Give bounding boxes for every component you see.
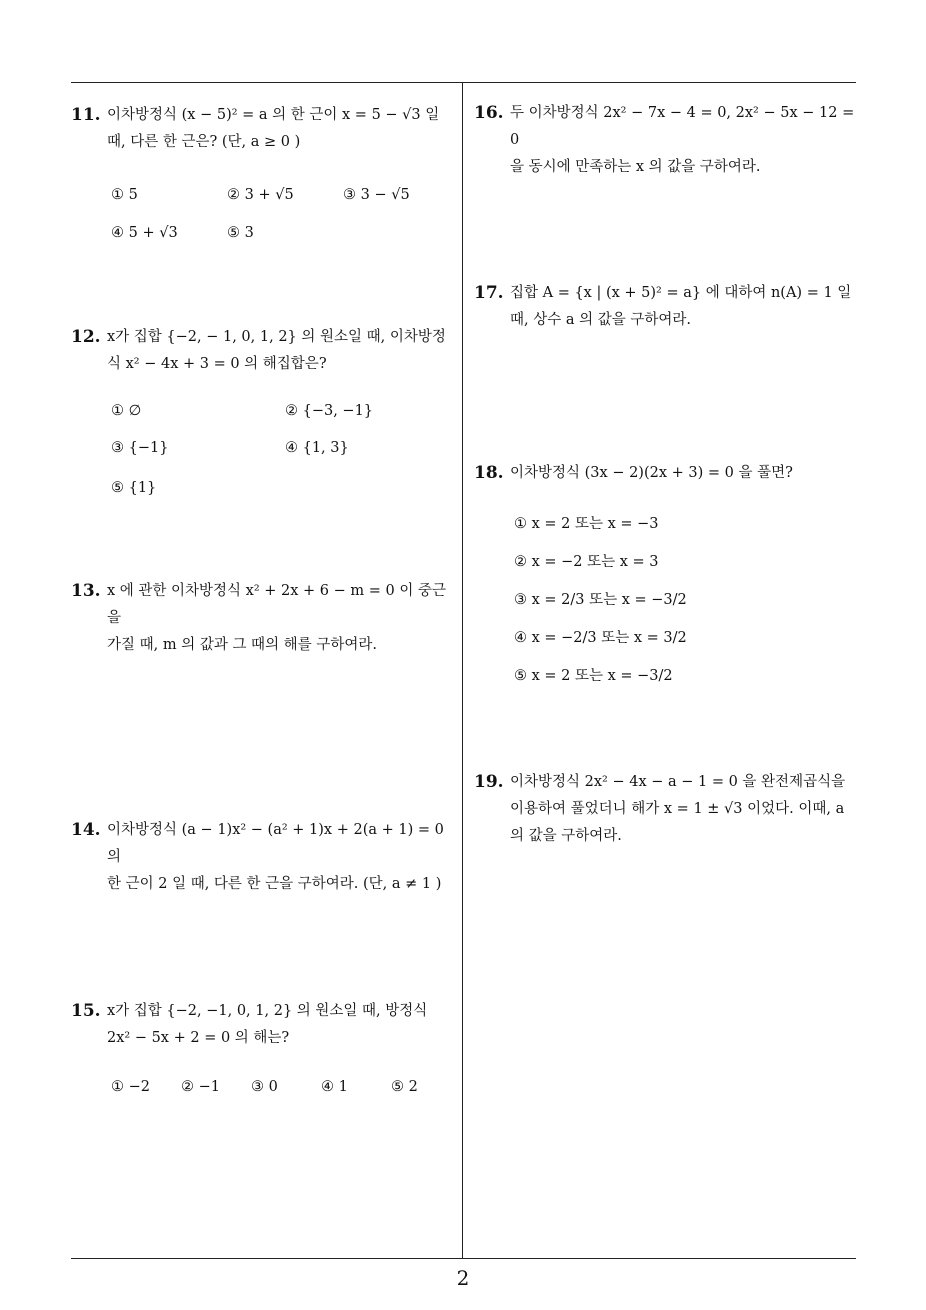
option-5[interactable]: ⑤ {1} bbox=[111, 480, 157, 496]
question-14 bbox=[71, 817, 456, 898]
question-number: 15. bbox=[71, 1001, 101, 1021]
option-4[interactable]: ④ 5 + √3 bbox=[111, 225, 178, 241]
question-line: 의 값을 구하여라. bbox=[510, 828, 622, 844]
option-2[interactable]: ② 3 + √5 bbox=[227, 187, 294, 203]
question-12 bbox=[71, 324, 456, 518]
question-number: 13. bbox=[71, 581, 101, 601]
question-number: 11. bbox=[71, 105, 101, 125]
option-5[interactable]: ⑤ 2 bbox=[391, 1079, 418, 1095]
option-2[interactable]: ② −1 bbox=[181, 1079, 220, 1095]
question-line: 때, 상수 a 의 값을 구하여라. bbox=[510, 312, 691, 328]
question-line: 두 이차방정식 2x² − 7x − 4 = 0, 2x² − 5x − 12 = 0 bbox=[510, 105, 855, 148]
option-4[interactable]: ④ 1 bbox=[321, 1079, 348, 1095]
question-line: 이차방정식 2x² − 4x − a − 1 = 0 을 완전제곱식을 bbox=[510, 774, 846, 790]
option-1[interactable]: ① 5 bbox=[111, 187, 138, 203]
option-2[interactable]: ② {−3, −1} bbox=[285, 403, 374, 419]
question-line: x 에 관한 이차방정식 x² + 2x + 6 − m = 0 이 중근을 bbox=[107, 583, 446, 626]
bottom-rule bbox=[71, 1258, 856, 1259]
question-line: x가 집합 {−2, −1, 0, 1, 2} 의 원소일 때, 방정식 bbox=[107, 1003, 428, 1019]
top-rule bbox=[71, 82, 856, 83]
question-line: 식 x² − 4x + 3 = 0 의 해집합은? bbox=[107, 356, 327, 372]
question-number: 14. bbox=[71, 820, 101, 840]
question-11 bbox=[71, 102, 456, 272]
page-number: 2 bbox=[456, 1266, 470, 1290]
question-13 bbox=[71, 578, 456, 659]
question-line: 집합 A = {x | (x + 5)² = a} 에 대하여 n(A) = 1 일 bbox=[510, 285, 852, 301]
question-line: 이차방정식 (x − 5)² = a 의 한 근이 x = 5 − √3 일 bbox=[107, 107, 440, 123]
question-line: 이차방정식 (3x − 2)(2x + 3) = 0 을 풀면? bbox=[510, 465, 793, 481]
question-16 bbox=[474, 100, 864, 181]
question-number: 18. bbox=[474, 463, 504, 483]
question-number: 17. bbox=[474, 283, 504, 303]
question-15 bbox=[71, 998, 456, 1104]
option-3[interactable]: ③ 3 − √5 bbox=[343, 187, 410, 203]
option-4[interactable]: ④ x = −2/3 또는 x = 3/2 bbox=[514, 630, 687, 646]
question-19 bbox=[474, 769, 864, 850]
question-line: x가 집합 {−2, − 1, 0, 1, 2} 의 원소일 때, 이차방정 bbox=[107, 329, 446, 345]
question-line: 을 동시에 만족하는 x 의 값을 구하여라. bbox=[510, 159, 761, 175]
option-3[interactable]: ③ x = 2/3 또는 x = −3/2 bbox=[514, 592, 687, 608]
question-17 bbox=[474, 280, 864, 334]
column-divider bbox=[462, 82, 463, 1258]
question-18 bbox=[474, 460, 864, 711]
question-line: 이용하여 풀었더니 해가 x = 1 ± √3 이었다. 이때, a bbox=[510, 801, 845, 817]
option-3[interactable]: ③ {−1} bbox=[111, 440, 169, 456]
question-number: 12. bbox=[71, 327, 101, 347]
option-3[interactable]: ③ 0 bbox=[251, 1079, 278, 1095]
question-line: 2x² − 5x + 2 = 0 의 해는? bbox=[107, 1030, 290, 1046]
question-number: 16. bbox=[474, 103, 504, 123]
option-5[interactable]: ⑤ 3 bbox=[227, 225, 254, 241]
option-1[interactable]: ① ∅ bbox=[111, 403, 142, 419]
question-line: 가질 때, m 의 값과 그 때의 해를 구하여라. bbox=[107, 637, 377, 653]
option-2[interactable]: ② x = −2 또는 x = 3 bbox=[514, 554, 659, 570]
option-5[interactable]: ⑤ x = 2 또는 x = −3/2 bbox=[514, 668, 673, 684]
option-4[interactable]: ④ {1, 3} bbox=[285, 440, 349, 456]
option-1[interactable]: ① −2 bbox=[111, 1079, 150, 1095]
option-1[interactable]: ① x = 2 또는 x = −3 bbox=[514, 516, 659, 532]
question-number: 19. bbox=[474, 772, 504, 792]
question-line: 한 근이 2 일 때, 다른 한 근을 구하여라. (단, a ≠ 1 ) bbox=[107, 876, 442, 892]
question-line: 때, 다른 한 근은? (단, a ≥ 0 ) bbox=[107, 134, 301, 150]
question-line: 이차방정식 (a − 1)x² − (a² + 1)x + 2(a + 1) = 0 의 bbox=[107, 822, 444, 865]
